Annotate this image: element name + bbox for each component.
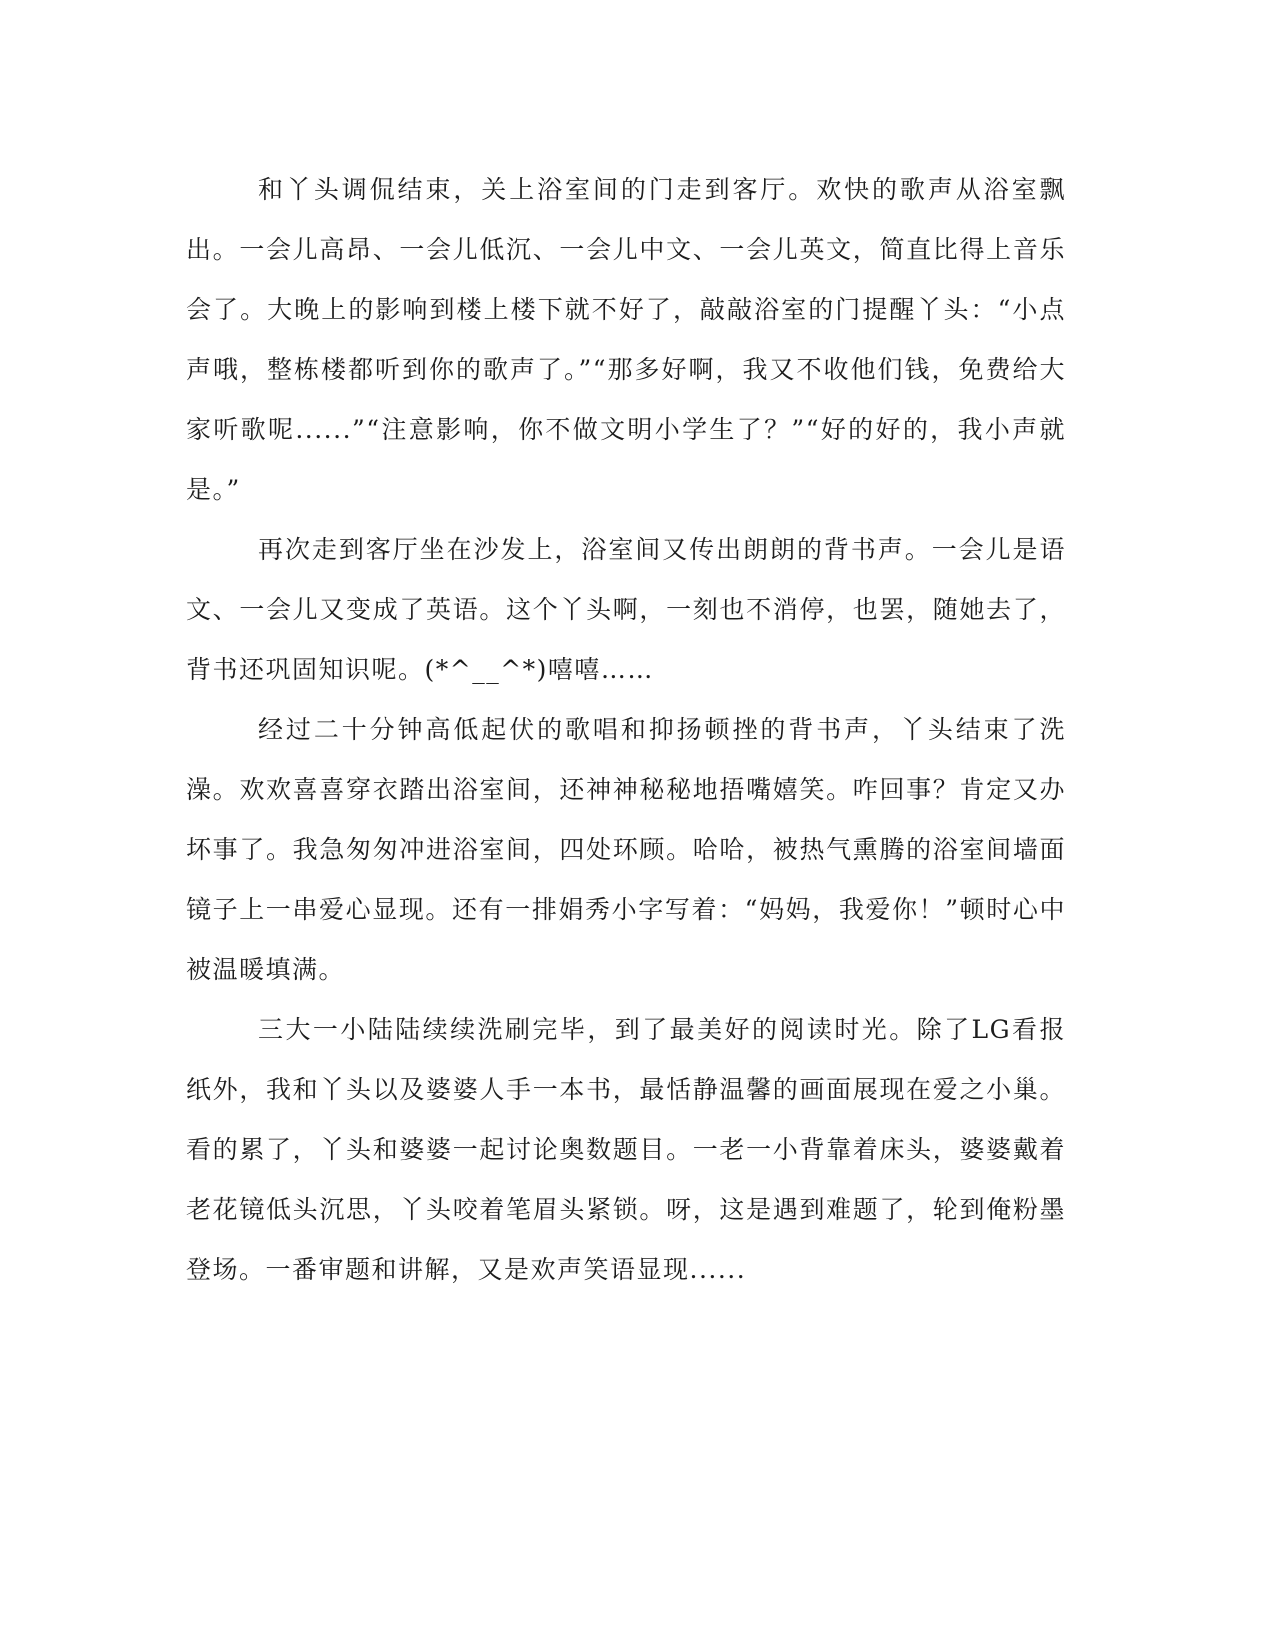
paragraph-4: 三大一小陆陆续续洗刷完毕，到了最美好的阅读时光。除了LG看报纸外，我和丫头以及婆婆人手一本书，最恬静温馨的画面展现在爱之小巢。看的累了，丫头和婆婆一起讨论奥数题目。一老一小背靠着床头，婆婆戴着老花镜低头沉思，丫头咬着笔眉头紧锁。呀，这是遇到难题了，轮到俺粉墨登场。一番审题和讲解，又是欢声笑语显现...... — [186, 1015, 1066, 1284]
paragraph-3: 经过二十分钟高低起伏的歌唱和抑扬顿挫的背书声，丫头结束了洗澡。欢欢喜喜穿衣踏出浴室间，还神神秘秘地捂嘴嬉笑。咋回事？肯定又办坏事了。我急匆匆冲进浴室间，四处环顾。哈哈，被热气熏腾的浴室间墙面镜子上一串爱心显现。还有一排娟秀小字写着：“妈妈，我爱你！”顿时心中被温暖填满。 — [186, 715, 1066, 984]
paragraph-2: 再次走到客厅坐在沙发上，浴室间又传出朗朗的背书声。一会儿是语文、一会儿又变成了英语。这个丫头啊，一刻也不消停，也罢，随她去了，背书还巩固知识呢。(*^__^*)嘻嘻…… — [186, 535, 1066, 684]
paragraph-1: 和丫头调侃结束，关上浴室间的门走到客厅。欢快的歌声从浴室飘出。一会儿高昂、一会儿低沉、一会儿中文、一会儿英文，简直比得上音乐会了。大晚上的影响到楼上楼下就不好了，敲敲浴室的门提醒丫头：“小点声哦，整栋楼都听到你的歌声了。”“那多好啊，我又不收他们钱，免费给大家听歌呢......”“注意影响，你不做文明小学生了？”“好的好的，我小声就是。” — [186, 175, 1066, 504]
document-body — [186, 160, 1066, 1300]
